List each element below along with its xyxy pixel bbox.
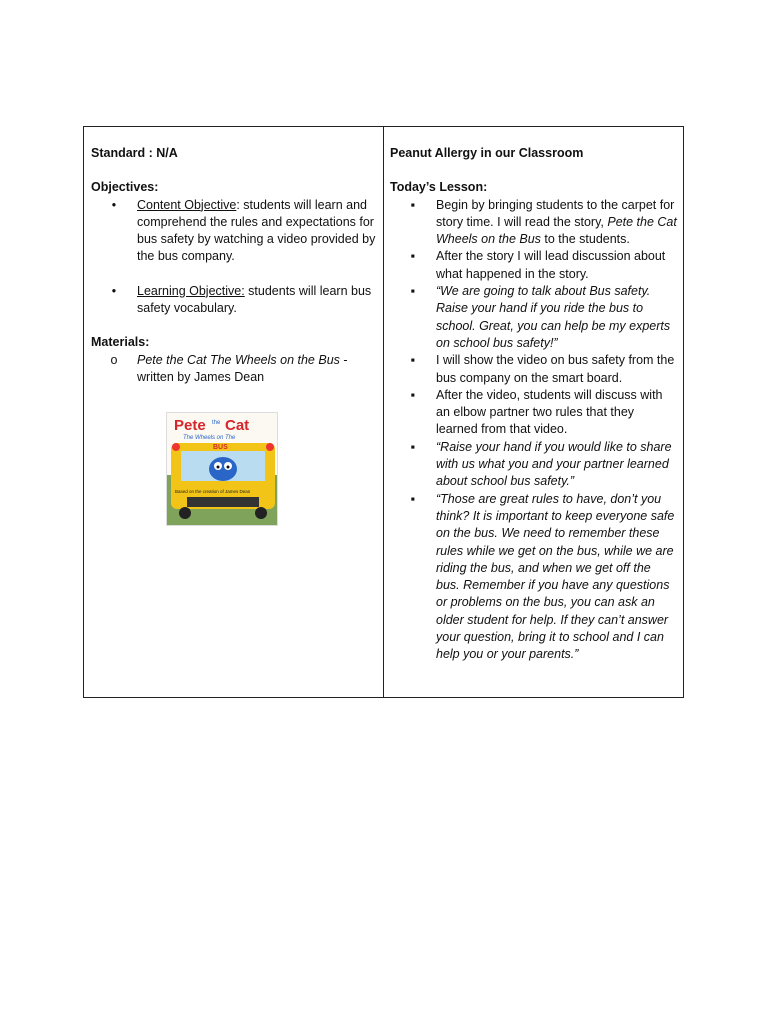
lesson-heading: Today’s Lesson: — [390, 180, 488, 195]
content-objective-text: : students will learn and comprehend the rules and expectations for bus safety by watching a video provided by the bus company. — [137, 197, 376, 264]
right-cell — [384, 127, 683, 697]
cover-title-cat: Cat — [225, 417, 250, 434]
lesson-item-text-pre: Begin by bringing students to the carpet for story time. I will read the story, — [436, 197, 675, 229]
lesson-item-marker: ▪ — [410, 387, 416, 402]
cover-title-the: the — [212, 420, 221, 426]
cover-bus-word: BUS — [213, 444, 228, 451]
materials-heading: Materials: — [91, 335, 150, 350]
lesson-item-text-pre: I will show the video on bus safety from the bus company on the smart board. — [436, 353, 675, 385]
learning-objective-text: students will learn bus safety vocabulary. — [137, 283, 372, 316]
bullet-marker-o: o — [110, 352, 118, 367]
lesson-item-text-post: to the students. — [540, 232, 630, 247]
allergy-title: Peanut Allergy in our Classroom — [390, 146, 584, 160]
lesson-item — [390, 491, 677, 664]
lesson-item — [390, 197, 677, 249]
learning-objective-item — [91, 283, 377, 318]
lesson-item-marker: ▪ — [410, 353, 416, 368]
lesson-item-marker: ▪ — [410, 439, 416, 454]
lesson-item-marker: ▪ — [410, 197, 416, 212]
lesson-item-text-pre: After the story I will lead discussion about what happened in the story. — [436, 249, 666, 281]
standard-line: Standard : N/A — [91, 146, 178, 160]
lesson-list — [390, 197, 677, 664]
book-cover-image — [166, 412, 278, 526]
lesson-item-marker: ▪ — [410, 491, 416, 506]
lesson-item-text-ital: “We are going to talk about Bus safety. Raise your hand if you ride the bus to school. Great, you can help be my experts on school bus safety!” — [436, 284, 671, 350]
book-cover-illustration — [167, 413, 278, 526]
material-author: - written by James Dean — [137, 352, 348, 384]
learning-objective-label: Learning Objective: — [137, 283, 245, 298]
lesson-item-text-ital: “Those are great rules to have, don’t you think? It is important to keep everyone safe on the bus. We need to remember these rules while we get on the bus, while we are riding the bus, and when we get off the bus. Remember if you have any questions or problems on the bus, you can ask an older student for help. If they can’t answer your question, bring it to school and I can help you or your parents.” — [436, 491, 675, 662]
lesson-item-text-pre: After the video, students will discuss with an elbow partner two rules that they learned from that video. — [436, 387, 663, 437]
lesson-item — [390, 248, 677, 283]
objectives-heading: Objectives: — [91, 180, 159, 195]
bullet-marker: • — [111, 197, 117, 212]
lesson-item — [390, 283, 677, 352]
lesson-item-text-ital: “Raise your hand if you would like to share with us what you and your partner learned about school bus safety.” — [436, 439, 672, 489]
lesson-item-marker: ▪ — [410, 249, 416, 264]
lesson-item-marker: ▪ — [410, 284, 416, 299]
content-objective-item — [91, 197, 377, 266]
bullet-marker: • — [111, 283, 117, 298]
lesson-item-text-ital: Pete the Cat Wheels on the Bus — [436, 214, 677, 247]
cover-subtitle: The Wheels on The — [183, 435, 236, 441]
material-item — [91, 352, 377, 387]
lesson-item — [390, 387, 677, 439]
cover-credit: Based on the creation of James Dean — [175, 489, 251, 494]
lesson-item — [390, 439, 677, 491]
content-objective-label: Content Objective — [137, 197, 237, 212]
cover-title-pete: Pete — [174, 417, 206, 434]
material-title: Pete the Cat The Wheels on the Bus — [137, 352, 340, 367]
lesson-item — [390, 352, 677, 387]
